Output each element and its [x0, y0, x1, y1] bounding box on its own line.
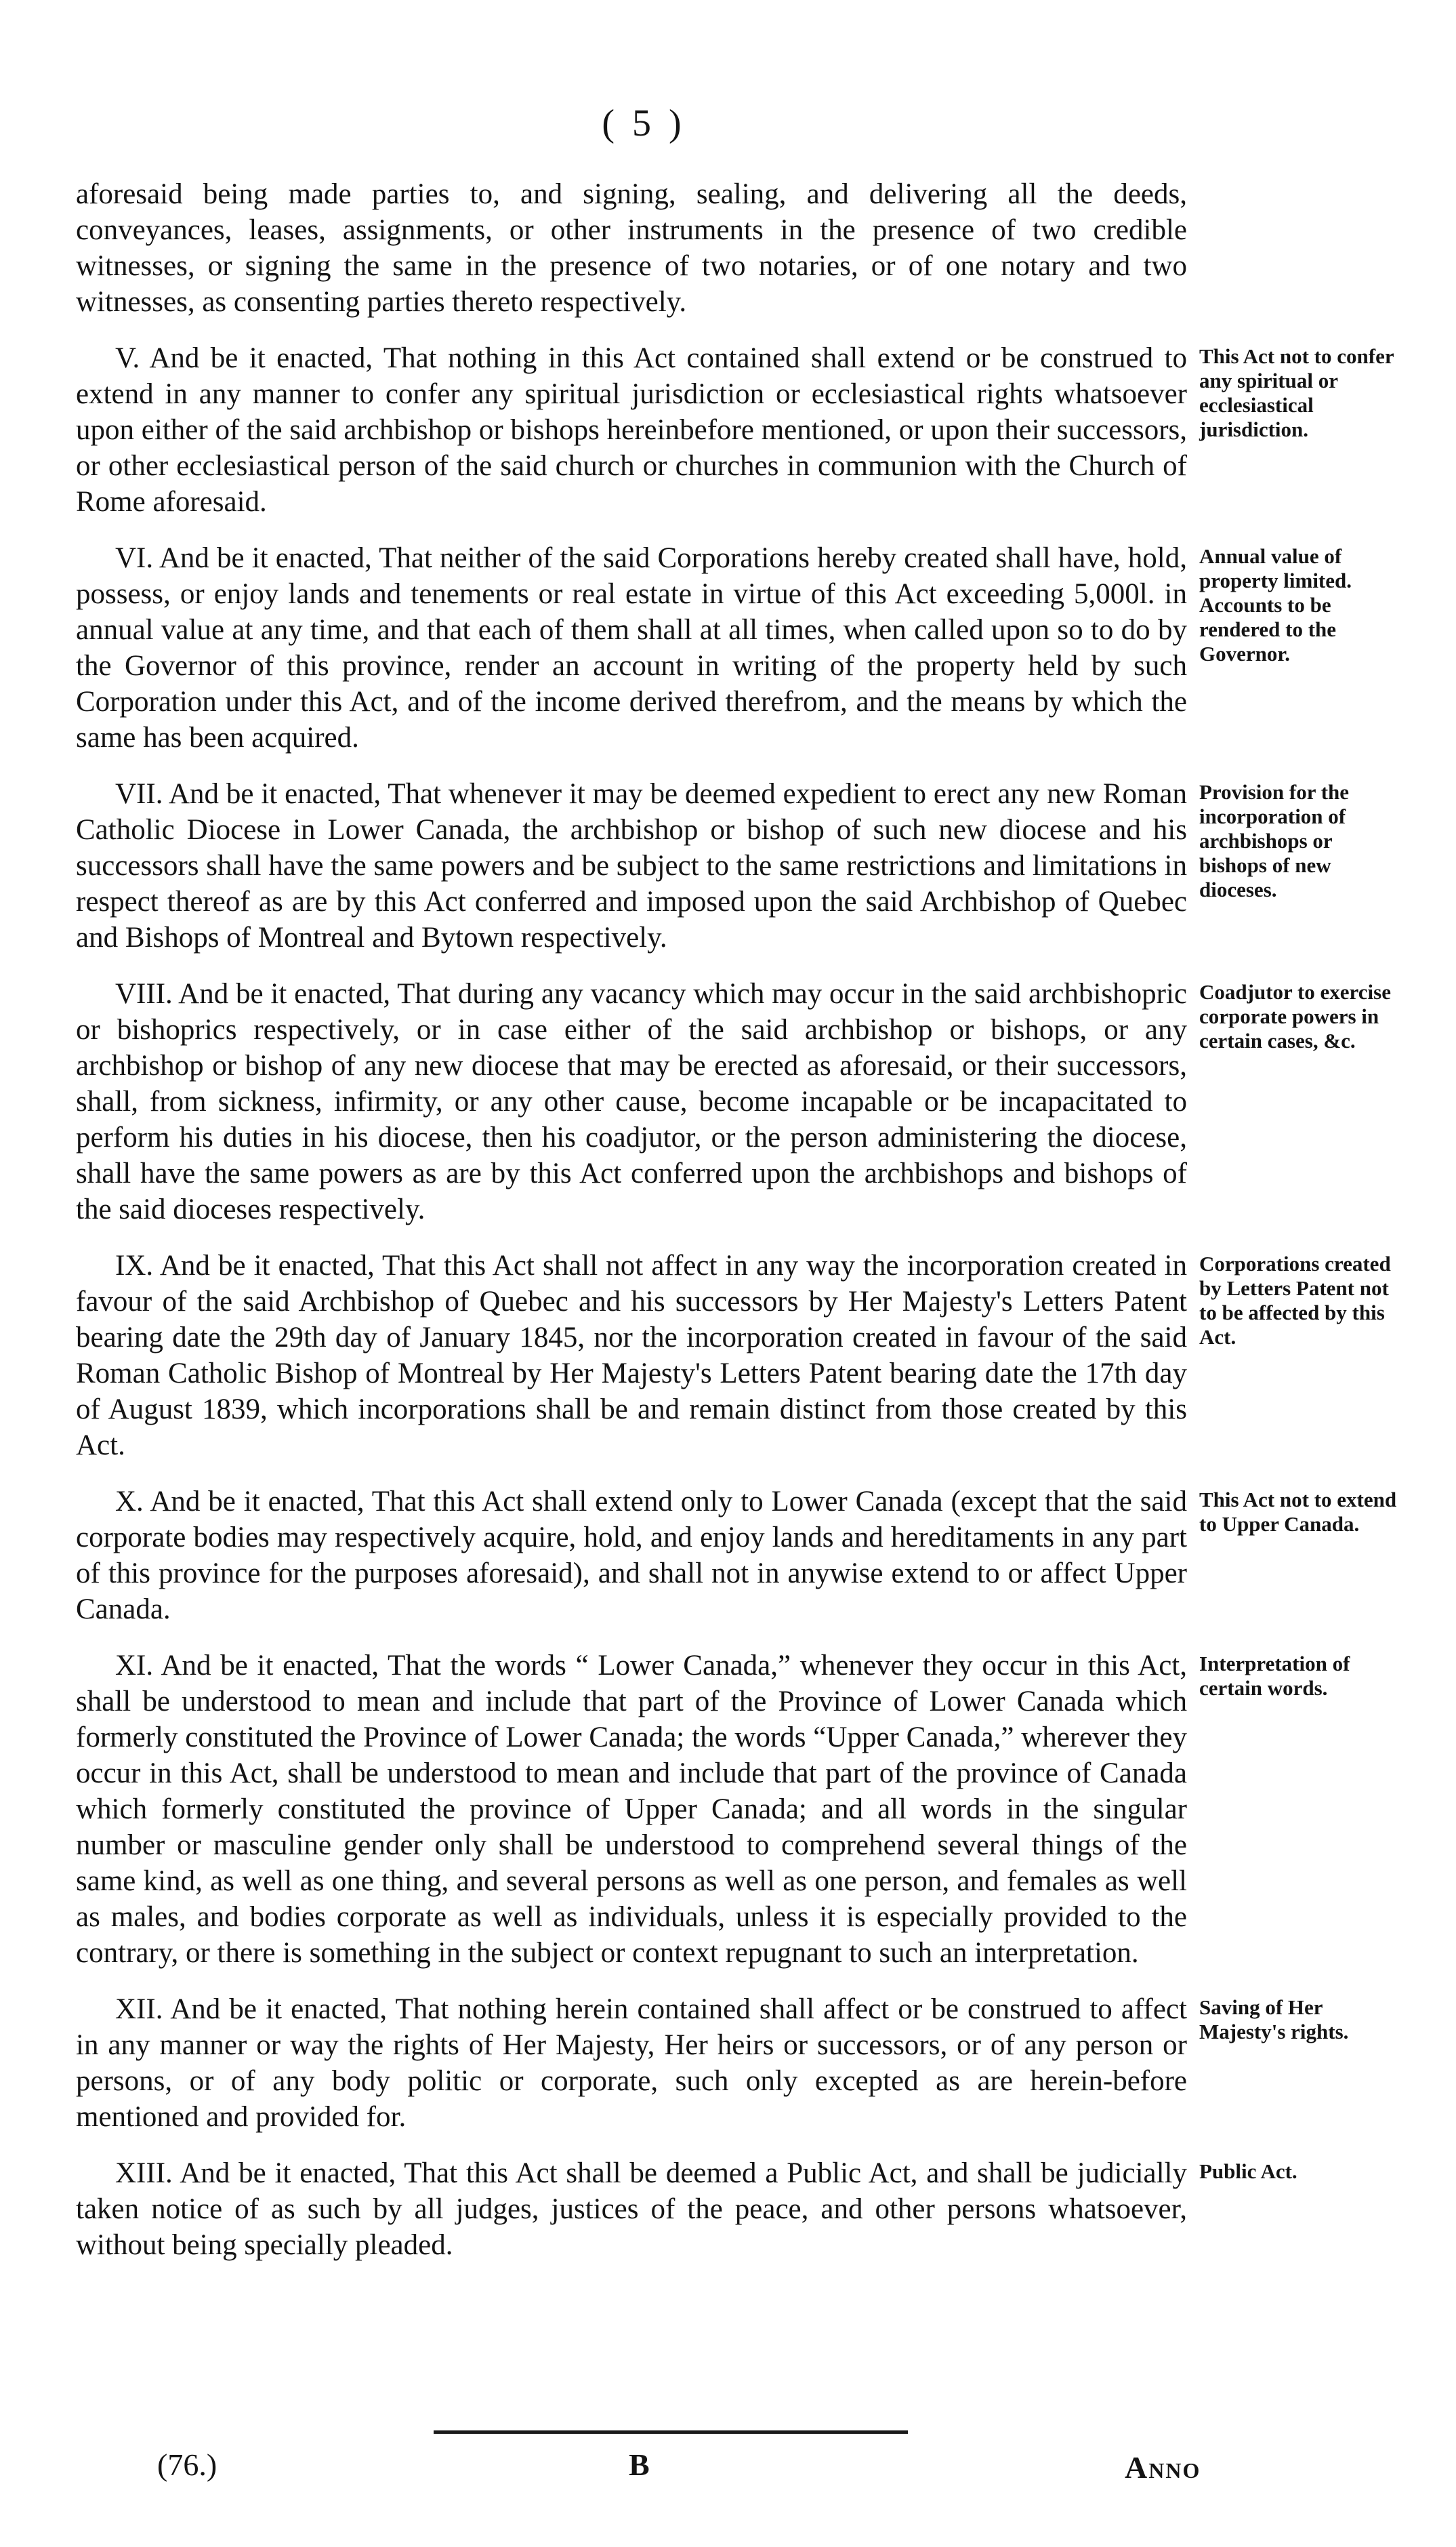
- section-xiii: [76, 2155, 1297, 2263]
- marginal-note: Corporations created by Letters Patent not to be affected by this Act.: [1199, 1252, 1391, 1349]
- section-text: XIII. And be it enacted, That this Act shall be deemed a Public Act, and shall be judicially taken notice of as such by all judges, justices of the peace, and other persons whatsoever, without being specially pleaded.: [76, 2157, 1187, 2261]
- section-text: V. And be it enacted, That nothing in this Act contained shall extend or be construed to extend in any manner to confer any spiritual jurisdiction or ecclesiastical rights whatsoever upon either of the said archbishop or bishops hereinbefore mentioned, or upon their successors, or other ecclesiastical person of the said church or churches in communion with the Church of Rome aforesaid.: [76, 342, 1187, 518]
- section-vi: [76, 540, 1352, 756]
- section-text: VI. And be it enacted, That neither of the said Corporations hereby created shall have, hold, possess, or enjoy lands and tenements or real estate in virtue of this Act exceeding 5,000l. in annual value at any time, and that each of them shall at all times, when called upon so to do by the Governor of this province, render an account in writing of the property held by such Corporation under this Act, and of the income derived therefrom, and the means by which the same has been acquired.: [76, 542, 1187, 754]
- section-text: VII. And be it enacted, That whenever it may be deemed expedient to erect any new Roman Catholic Diocese in Lower Canada, the archbishop or bishop of such new diocese and his successors shall have the same powers and be subject to the same restrictions and limitations in respect thereof as are by this Act conferred and imposed upon the said Archbishop of Quebec and Bishops of Montreal and Bytown respectively.: [76, 778, 1187, 954]
- marginal-note: Interpretation of certain words.: [1199, 1652, 1350, 1700]
- marginal-note: Saving of Her Majesty's rights.: [1199, 1995, 1349, 2043]
- marginal-note: [1199, 176, 1402, 180]
- section-xi: [76, 1648, 1350, 1971]
- section-ix: [76, 1248, 1391, 1463]
- section-text: aforesaid being made parties to, and signing, sealing, and delivering all the deeds, conveyances, leases, assignments, or other instruments in the presence of two credible witnesses, or signing the same in the presence of two notaries, or of one notary and two witnesses, as consenting parties thereto respectively.: [76, 178, 1187, 318]
- marginal-note: Public Act.: [1199, 2159, 1297, 2183]
- catchword: Anno: [1125, 2450, 1201, 2485]
- section-continuation: [76, 176, 1187, 320]
- section-viii: [76, 976, 1391, 1227]
- signature-letter: B: [629, 2447, 650, 2482]
- section-text: X. And be it enacted, That this Act shall extend only to Lower Canada (except that the said corporate bodies may respectively acquire, hold, and enjoy lands and hereditaments in any part of this province for the purposes aforesaid), and shall not in anywise extend to or affect Upper Canada.: [76, 1486, 1187, 1625]
- section-text: IX. And be it enacted, That this Act shall not affect in any way the incorporation created in favour of the said Archbishop of Quebec and his successors by Her Majesty's Letters Patent bearing date the 29th day of January 1845, nor the incorporation created in favour of the said Roman Catholic Bishop of Montreal by Her Majesty's Letters Patent bearing date the 17th day of August 1839, which incorporations shall be and remain distinct from those created by this Act.: [76, 1250, 1187, 1461]
- section-text: XI. And be it enacted, That the words “ Lower Canada,” whenever they occur in this Act, shall be understood to mean and include that part of the Province of Lower Canada which formerly constituted the Province of Lower Canada; the words “Upper Canada,” wherever they occur in this Act, shall be understood to mean and include that part of the province of Canada which formerly constituted the province of Upper Canada; and all words in the singular number or masculine gender only shall be understood to comprehend several things of the same kind, as well as one thing, and several persons as well as one person, and females as well as males, and bodies corporate as well as individuals, unless it is especially provided to the contrary, or there is something in the subject or context repugnant to such an interpretation.: [76, 1650, 1187, 1969]
- section-vii: [76, 776, 1350, 956]
- marginal-note: This Act not to confer any spiritual or ecclesiastical jurisdiction.: [1199, 344, 1394, 441]
- section-xii: [76, 1991, 1349, 2135]
- page-footer: [0, 2440, 1456, 2494]
- section-x: [76, 1484, 1397, 1627]
- section-text: XII. And be it enacted, That nothing herein contained shall affect or be construed to affect in any manner or way the rights of Her Majesty, Her heirs or successors, or of any person or persons, or of any body politic or corporate, such only excepted as are herein-before mentioned and provided for.: [76, 1993, 1187, 2133]
- marginal-note: Coadjutor to exercise corporate powers in certain cases, &c.: [1199, 980, 1391, 1053]
- section-text: VIII. And be it enacted, That during any vacancy which may occur in the said archbishopric or bishoprics respectively, or in case either of the said archbishop or bishops, or any archbishop or bishop of any new diocese that may be erected as aforesaid, or their successors, shall, from sickness, infirmity, or any other cause, become incapable or be incapacitated to perform his duties in his diocese, then his coadjutor, or the person administering the diocese, shall have the same powers as are by this Act conferred upon the archbishops and bishops of the said dioceses respectively.: [76, 978, 1187, 1225]
- footer-rule: [434, 2430, 908, 2434]
- section-v: [76, 340, 1394, 520]
- page-number: ( 5 ): [602, 102, 686, 144]
- act-text-body: [76, 176, 1397, 2283]
- marginal-note: Annual value of property limited. Accounts to be rendered to the Governor.: [1199, 544, 1352, 666]
- marginal-note: Provision for the incorporation of archbishops or bishops of new dioceses.: [1199, 780, 1350, 901]
- signature-number: (76.): [157, 2447, 217, 2482]
- marginal-note: This Act not to extend to Upper Canada.: [1199, 1488, 1397, 1536]
